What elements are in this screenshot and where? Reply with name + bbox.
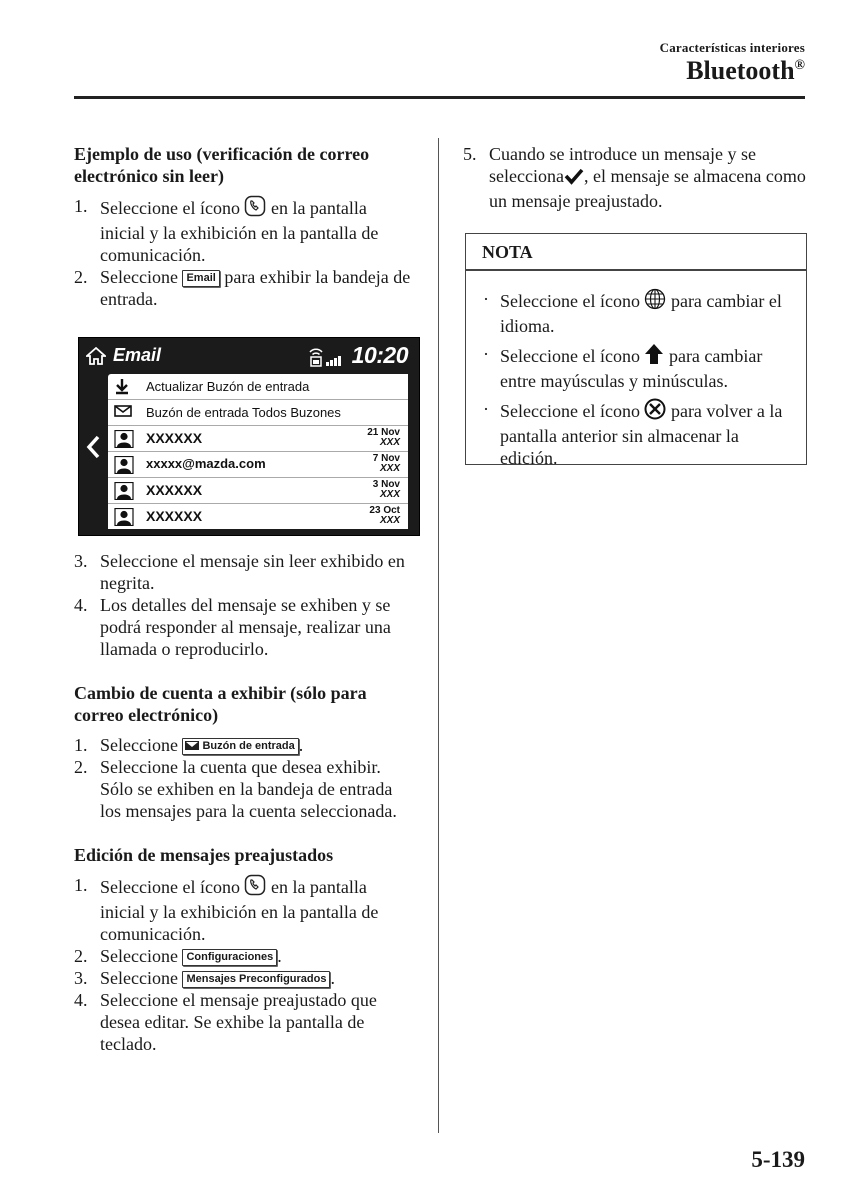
inbox-button[interactable]: Buzón de entrada	[182, 738, 298, 755]
note-item: · Seleccione el ícono para cambiar entre mayúsculas y minúsculas.	[483, 344, 763, 391]
envelope-icon	[114, 404, 132, 423]
step: 2. Seleccione Email para exhibir la bandeja de entrada.	[74, 267, 411, 309]
note-list	[480, 288, 796, 475]
steps-edit-presets-continued	[463, 143, 808, 212]
section-heading-change-account: Cambio de cuenta a exhibir (sólo para correo electrónico)	[74, 683, 367, 725]
section-heading-edit-presets: Edición de mensajes preajustados	[74, 845, 334, 865]
email-button[interactable]: Email	[182, 270, 219, 287]
note-title: NOTA	[482, 242, 533, 262]
header-divider	[74, 96, 805, 99]
note-item: · Seleccione el ícono para cambiar el idioma.	[483, 289, 782, 336]
step: 2. Seleccione Configuraciones .	[74, 946, 282, 966]
back-chevron-icon[interactable]	[85, 434, 101, 465]
screen-right-bar	[409, 374, 419, 535]
table-row[interactable]: XXXXXX 21 Nov XXX	[108, 426, 408, 452]
page-number: 5-139	[751, 1147, 805, 1172]
settings-button[interactable]: Configuraciones	[182, 949, 277, 966]
section-title: Características interiores	[659, 40, 805, 55]
phone-communication-icon	[244, 874, 266, 901]
table-row[interactable]: XXXXXX 23 Oct XXX	[108, 504, 408, 529]
page-title: Bluetooth®	[686, 56, 805, 85]
step: 5. Cuando se introduce un mensaje y se selecciona , el mensaje se almacena como un mensaje preajustado.	[463, 144, 806, 211]
cancel-x-icon	[644, 398, 666, 425]
steps-change-account	[74, 734, 414, 822]
phone-communication-icon	[244, 195, 266, 222]
table-row[interactable]: XXXXXX 3 Nov XXX	[108, 478, 408, 504]
right-column	[463, 143, 808, 212]
step: 2. Seleccione la cuenta que desea exhibir. Sólo se exhiben en la bandeja de entrada los mensajes para la cuenta seleccionada.	[74, 757, 397, 821]
email-list	[108, 374, 408, 529]
note-divider	[466, 269, 806, 271]
column-divider	[438, 138, 439, 1133]
contact-icon	[114, 508, 134, 531]
email-screen	[78, 337, 420, 536]
clock: 10:20	[351, 342, 408, 368]
steps-email-example	[74, 195, 414, 310]
step: 4. Seleccione el mensaje preajustado que desea editar. Se exhibe la pantalla de teclado.	[74, 990, 377, 1054]
section-heading-email-example: Ejemplo de uso (verificación de correo electrónico sin leer)	[74, 144, 370, 186]
checkmark-icon	[564, 167, 584, 190]
list-item[interactable]: Buzón de entrada Todos Buzones	[108, 400, 408, 426]
steps-email-example-continued	[74, 550, 414, 660]
envelope-icon	[185, 741, 199, 750]
contact-icon	[114, 430, 134, 453]
screen-title: Email	[113, 345, 162, 365]
contact-icon	[114, 456, 134, 479]
note-item: · Seleccione el ícono para volver a la pantalla anterior sin almacenar la edición.	[483, 399, 783, 468]
preset-messages-button[interactable]: Mensajes Preconfigurados	[182, 971, 330, 988]
contact-icon	[114, 482, 134, 505]
globe-icon	[644, 288, 666, 315]
table-row[interactable]: xxxxx@mazda.com 7 Nov XXX	[108, 452, 408, 478]
screen-left-bar	[79, 374, 107, 535]
left-column	[74, 143, 414, 1055]
list-item[interactable]: Actualizar Buzón de entrada	[108, 374, 408, 400]
step: 1. Seleccione el ícono en la pantalla inicial y la exhibición en la pantalla de comunicación.	[74, 875, 379, 944]
note-box	[465, 233, 807, 468]
step: 1. Seleccione el ícono en la pantalla inicial y la exhibición en la pantalla de comunicación.	[74, 196, 379, 265]
home-icon[interactable]	[86, 347, 106, 370]
steps-edit-presets	[74, 874, 414, 1055]
download-arrow-icon	[114, 378, 130, 400]
shift-up-arrow-icon	[644, 343, 664, 370]
step: 3. Seleccione el mensaje sin leer exhibido en negrita.	[74, 551, 405, 593]
step: 4. Los detalles del mensaje se exhiben y se podrá responder al mensaje, realizar una llamada o reproducirlo.	[74, 595, 391, 659]
signal-status-icon	[307, 346, 343, 373]
step: 3. Seleccione Mensajes Preconfigurados .	[74, 968, 335, 988]
step: 1. Seleccione Buzón de entrada .	[74, 735, 304, 755]
screen-header	[79, 338, 419, 374]
